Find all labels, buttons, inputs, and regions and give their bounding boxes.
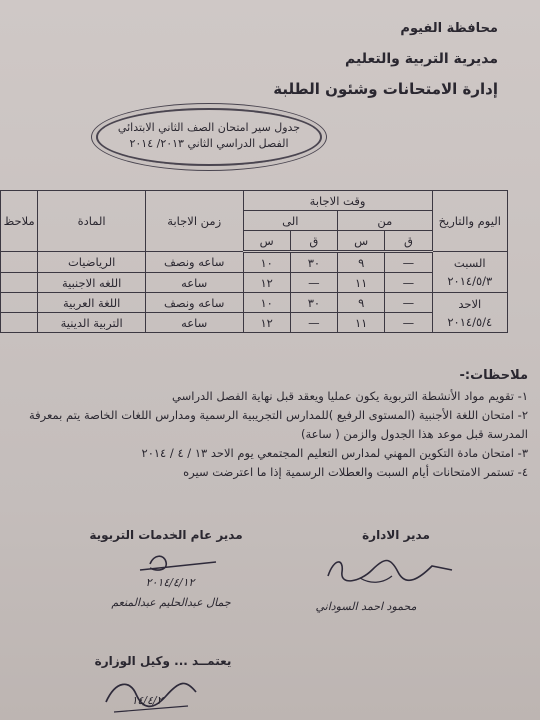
- director-title: مدير الادارة: [362, 528, 430, 542]
- col-header-duration: زمن الاجابة: [145, 191, 243, 252]
- col-header-to-q: ق: [290, 231, 337, 252]
- gm-signature-block: [66, 528, 266, 542]
- table-row: [1, 293, 508, 313]
- to-s-cell: ١٢: [243, 273, 290, 293]
- subject-cell: اللغة العربية: [38, 293, 146, 313]
- gm-name: جمال عبدالحليم عبدالمنعم: [111, 596, 231, 609]
- title-line-1: جدول سير امتحان الصف الثاني الابتدائي: [117, 121, 301, 134]
- from-q-cell: —: [385, 252, 432, 273]
- notes-section: [12, 366, 528, 482]
- to-q-cell: —: [290, 273, 337, 293]
- gm-signature-scribble: [120, 550, 230, 578]
- header-block: [273, 14, 498, 104]
- day-date: ٢٠١٤/٥/٣: [447, 274, 493, 288]
- directorate-label: مديرية التربية والتعليم: [345, 51, 498, 67]
- subject-cell: اللغه الاجنبية: [38, 273, 146, 293]
- day-name: السبت: [453, 256, 486, 270]
- table-row: [1, 252, 508, 273]
- to-q-cell: —: [290, 313, 337, 333]
- notes-cell: [1, 313, 38, 333]
- director-name: محمود احمد السوداني: [315, 600, 417, 613]
- from-q-cell: —: [385, 273, 432, 293]
- col-header-time: وقت الاجابة: [243, 191, 432, 211]
- duration-cell: ساعه ونصف: [145, 252, 243, 273]
- title-line-2: الفصل الدراسي الثاني ٢٠١٣/ ٢٠١٤: [129, 137, 289, 150]
- col-header-to-s: س: [243, 231, 290, 252]
- director-signature-block: [336, 528, 456, 542]
- table-row: [1, 273, 508, 293]
- gm-title: مدير عام الخدمات التربوية: [89, 528, 243, 542]
- day-date: ٢٠١٤/٥/٤: [447, 314, 493, 329]
- title-oval: [96, 108, 322, 166]
- note-item: ١- تقويم مواد الأنشطة التربوية يكون عمليا ويعقد قبل نهاية الفصل الدراسي: [172, 389, 528, 403]
- to-s-cell: ١٢: [243, 313, 290, 333]
- governorate-label: محافظة الفيوم: [400, 21, 498, 36]
- to-s-cell: ١٠: [243, 293, 290, 313]
- col-header-notes: ملاحظ: [1, 191, 38, 252]
- notes-title: ملاحظات:-: [459, 368, 528, 383]
- director-signature-scribble: [320, 548, 460, 588]
- note-item: ٢- امتحان اللغة الأجنبية (المستوى الرفيع )للمدارس التجريبية الرسمية ومدارس اللغات الخاصة يتم بمعرفة المدرسة قبل موعد هذا الجدول والزمن ( ساعة): [28, 408, 528, 441]
- from-s-cell: ٩: [338, 293, 385, 313]
- day-cell: [432, 293, 507, 333]
- notes-cell: [1, 273, 38, 293]
- day-name: الاحد: [458, 296, 482, 311]
- col-header-from: من: [338, 211, 433, 231]
- col-header-from-q: ق: [385, 231, 432, 252]
- note-item: ٣- امتحان مادة التكوين المهني لمدارس التعليم المجتمعي يوم الاحد ١٣ / ٤ / ٢٠١٤: [141, 446, 528, 460]
- day-cell: [432, 252, 507, 293]
- from-q-cell: —: [385, 313, 432, 333]
- to-s-cell: ١٠: [243, 252, 290, 273]
- approval-text: يعتمــد ... وكيل الوزارة: [94, 654, 232, 668]
- department-label: إدارة الامتحانات وشئون الطلبة: [273, 80, 498, 98]
- notes-cell: [1, 252, 38, 273]
- notes-cell: [1, 293, 38, 313]
- approval-date: ١٤/٤/٢: [131, 694, 163, 707]
- to-q-cell: ٣٠: [290, 252, 337, 273]
- col-header-to: الى: [243, 211, 338, 231]
- subject-cell: التربية الدينية: [38, 313, 146, 333]
- from-s-cell: ١١: [338, 273, 385, 293]
- duration-cell: ساعه: [145, 273, 243, 293]
- duration-cell: ساعه ونصف: [145, 293, 243, 313]
- col-header-subject: المادة: [38, 191, 146, 252]
- col-header-from-s: س: [338, 231, 385, 252]
- gm-signature-date: ٢٠١٤/٤/١٢: [145, 576, 195, 589]
- note-item: ٤- تستمر الامتحانات أيام السبت والعطلات الرسمية إذا ما اعترضت سيره: [183, 465, 528, 479]
- from-s-cell: ٩: [338, 252, 385, 273]
- duration-cell: ساعه: [145, 313, 243, 333]
- approval-label: [78, 654, 248, 668]
- subject-cell: الرياضيات: [38, 252, 146, 273]
- from-q-cell: —: [385, 293, 432, 313]
- to-q-cell: ٣٠: [290, 293, 337, 313]
- col-header-day: اليوم والتاريخ: [432, 191, 507, 252]
- table-row: [1, 313, 508, 333]
- from-s-cell: ١١: [338, 313, 385, 333]
- exam-schedule-table: [0, 190, 508, 333]
